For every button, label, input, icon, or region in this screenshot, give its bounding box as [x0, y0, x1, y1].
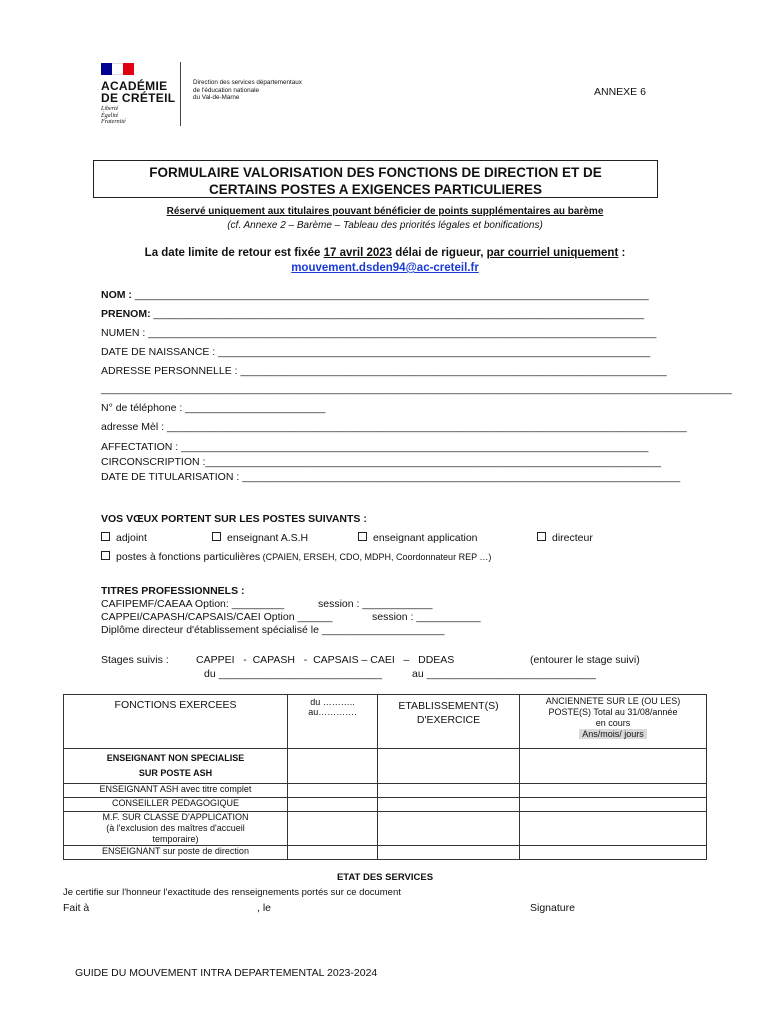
email-link[interactable]: mouvement.dsden94@ac-creteil.fr — [291, 262, 479, 274]
form-title-line1: FORMULAIRE VALORISATION DES FONCTIONS DE DIRECTION ET DE — [149, 165, 602, 180]
form-title-box — [93, 160, 658, 198]
checkbox-icon — [358, 532, 367, 541]
table-row: ENSEIGNANT sur poste de direction — [64, 846, 707, 860]
guide-footer: GUIDE DU MOUVEMENT INTRA DEPARTEMENTAL 2023-2024 — [75, 967, 378, 979]
checkbox-icon — [101, 551, 110, 560]
stages-options[interactable]: CAPPEI - CAPASH - CAPSAIS – CAEI – DDEAS — [196, 654, 455, 666]
etat-services-heading: ETAT DES SERVICES — [336, 872, 434, 883]
header-dates: du ……….. au…………. — [288, 695, 378, 749]
checkbox-directeur[interactable]: directeur — [537, 532, 593, 544]
table-row: ENSEIGNANT NON SPECIALISE SUR POSTE ASH — [64, 749, 707, 784]
field-cappei-session[interactable]: session : ___________ — [372, 611, 481, 623]
header-fonctions: FONCTIONS EXERCEES — [64, 695, 288, 749]
field-circonscription[interactable]: CIRCONSCRIPTION :______________________________________________________________________________ — [101, 456, 661, 468]
table-row: CONSEILLER PEDAGOGIQUE — [64, 798, 707, 812]
academy-logo-text: ACADÉMIE DE CRÉTEIL — [101, 79, 176, 105]
field-affectation[interactable]: AFFECTATION : ________________________________________________________________________________ — [101, 441, 649, 453]
services-table — [63, 694, 707, 860]
checkbox-icon — [537, 532, 546, 541]
field-cafipemf-session[interactable]: session : ____________ — [318, 598, 433, 610]
header-anciennete: ANCIENNETE SUR LE (OU LES) POSTE(S) Total au 31/08/année en cours Ans/mois/ jours — [520, 695, 707, 749]
stages-label: Stages suivis : — [101, 654, 169, 666]
field-adresse-line2[interactable]: ____________________________________________________________________________________________________________ — [101, 383, 732, 395]
deadline-line: La date limite de retour est fixée 17 avril 2023 délai de rigueur, par courriel uniquement : — [144, 247, 626, 259]
titres-heading: TITRES PROFESSIONNELS : — [101, 585, 245, 597]
voeux-heading: VOS VŒUX PORTENT SUR LES POSTES SUIVANTS : — [101, 513, 367, 525]
checkbox-enseignant-application[interactable]: enseignant application — [358, 532, 478, 544]
field-nom[interactable]: NOM : ________________________________________________________________________________________ — [101, 289, 649, 301]
table-row: M.F. SUR CLASSE D'APPLICATION (à l'exclusion des maîtres d'accueil temporaire) — [64, 812, 707, 846]
checkbox-adjoint[interactable]: adjoint — [101, 532, 147, 544]
field-numen[interactable]: NUMEN : _______________________________________________________________________________________ — [101, 327, 657, 339]
field-stage-du[interactable]: du ____________________________ — [204, 668, 383, 680]
checkbox-postes-particulieres[interactable]: postes à fonctions particulières (CPAIEN, ERSEH, CDO, MDPH, Coordonnateur REP …) — [101, 551, 491, 563]
reference-note: (cf. Annexe 2 – Barème – Tableau des priorités légales et bonifications) — [227, 220, 543, 231]
date-le-field[interactable]: , le — [257, 902, 272, 914]
republic-motto: Liberté Égalité Fraternité — [101, 106, 126, 125]
field-date-naissance[interactable]: DATE DE NAISSANCE : __________________________________________________________________________ — [101, 346, 651, 358]
field-telephone[interactable]: N° de téléphone : ________________________ — [101, 402, 326, 414]
field-stage-au[interactable]: au _____________________________ — [412, 668, 596, 680]
field-mel[interactable]: adresse Mèl : _________________________________________________________________________________________ — [101, 421, 687, 433]
stages-note: (entourer le stage suivi) — [530, 654, 640, 666]
form-title-line2: CERTAINS POSTES A EXIGENCES PARTICULIERES — [208, 182, 543, 197]
dsden-label: Direction des services départementaux de l'éducation nationale du Val-de-Marne — [193, 79, 302, 101]
checkbox-icon — [101, 532, 110, 541]
reserved-note: Réservé uniquement aux titulaires pouvant bénéficier de points supplémentaires au barème — [166, 206, 604, 217]
field-cappei[interactable]: CAPPEI/CAPASH/CAPSAIS/CAEI Option ______ — [101, 611, 333, 623]
table-row: ENSEIGNANT ASH avec titre complet — [64, 784, 707, 798]
header-etablissement: ETABLISSEMENT(S) D'EXERCICE — [378, 695, 520, 749]
field-prenom[interactable]: PRENOM: ____________________________________________________________________________________ — [101, 308, 645, 320]
signature-field[interactable]: Signature — [530, 902, 575, 914]
field-diplome-directeur[interactable]: Diplôme directeur d'établissement spécialisé le _____________________ — [101, 624, 445, 636]
annexe-label: ANNEXE 6 — [594, 86, 646, 98]
marianne-flag-icon — [101, 63, 133, 75]
checkbox-icon — [212, 532, 221, 541]
header-divider — [180, 62, 181, 126]
field-titularisation[interactable]: DATE DE TITULARISATION : ___________________________________________________________________________ — [101, 471, 681, 483]
fait-a-field[interactable]: Fait à — [63, 902, 90, 914]
checkbox-enseignant-ash[interactable]: enseignant A.S.H — [212, 532, 308, 544]
field-cafipemf[interactable]: CAFIPEMF/CAEAA Option: _________ — [101, 598, 285, 610]
field-adresse[interactable]: ADRESSE PERSONNELLE : _________________________________________________________________________ — [101, 365, 667, 377]
certify-text: Je certifie sur l'honneur l'exactitude des renseignements portés sur ce document — [63, 887, 401, 898]
